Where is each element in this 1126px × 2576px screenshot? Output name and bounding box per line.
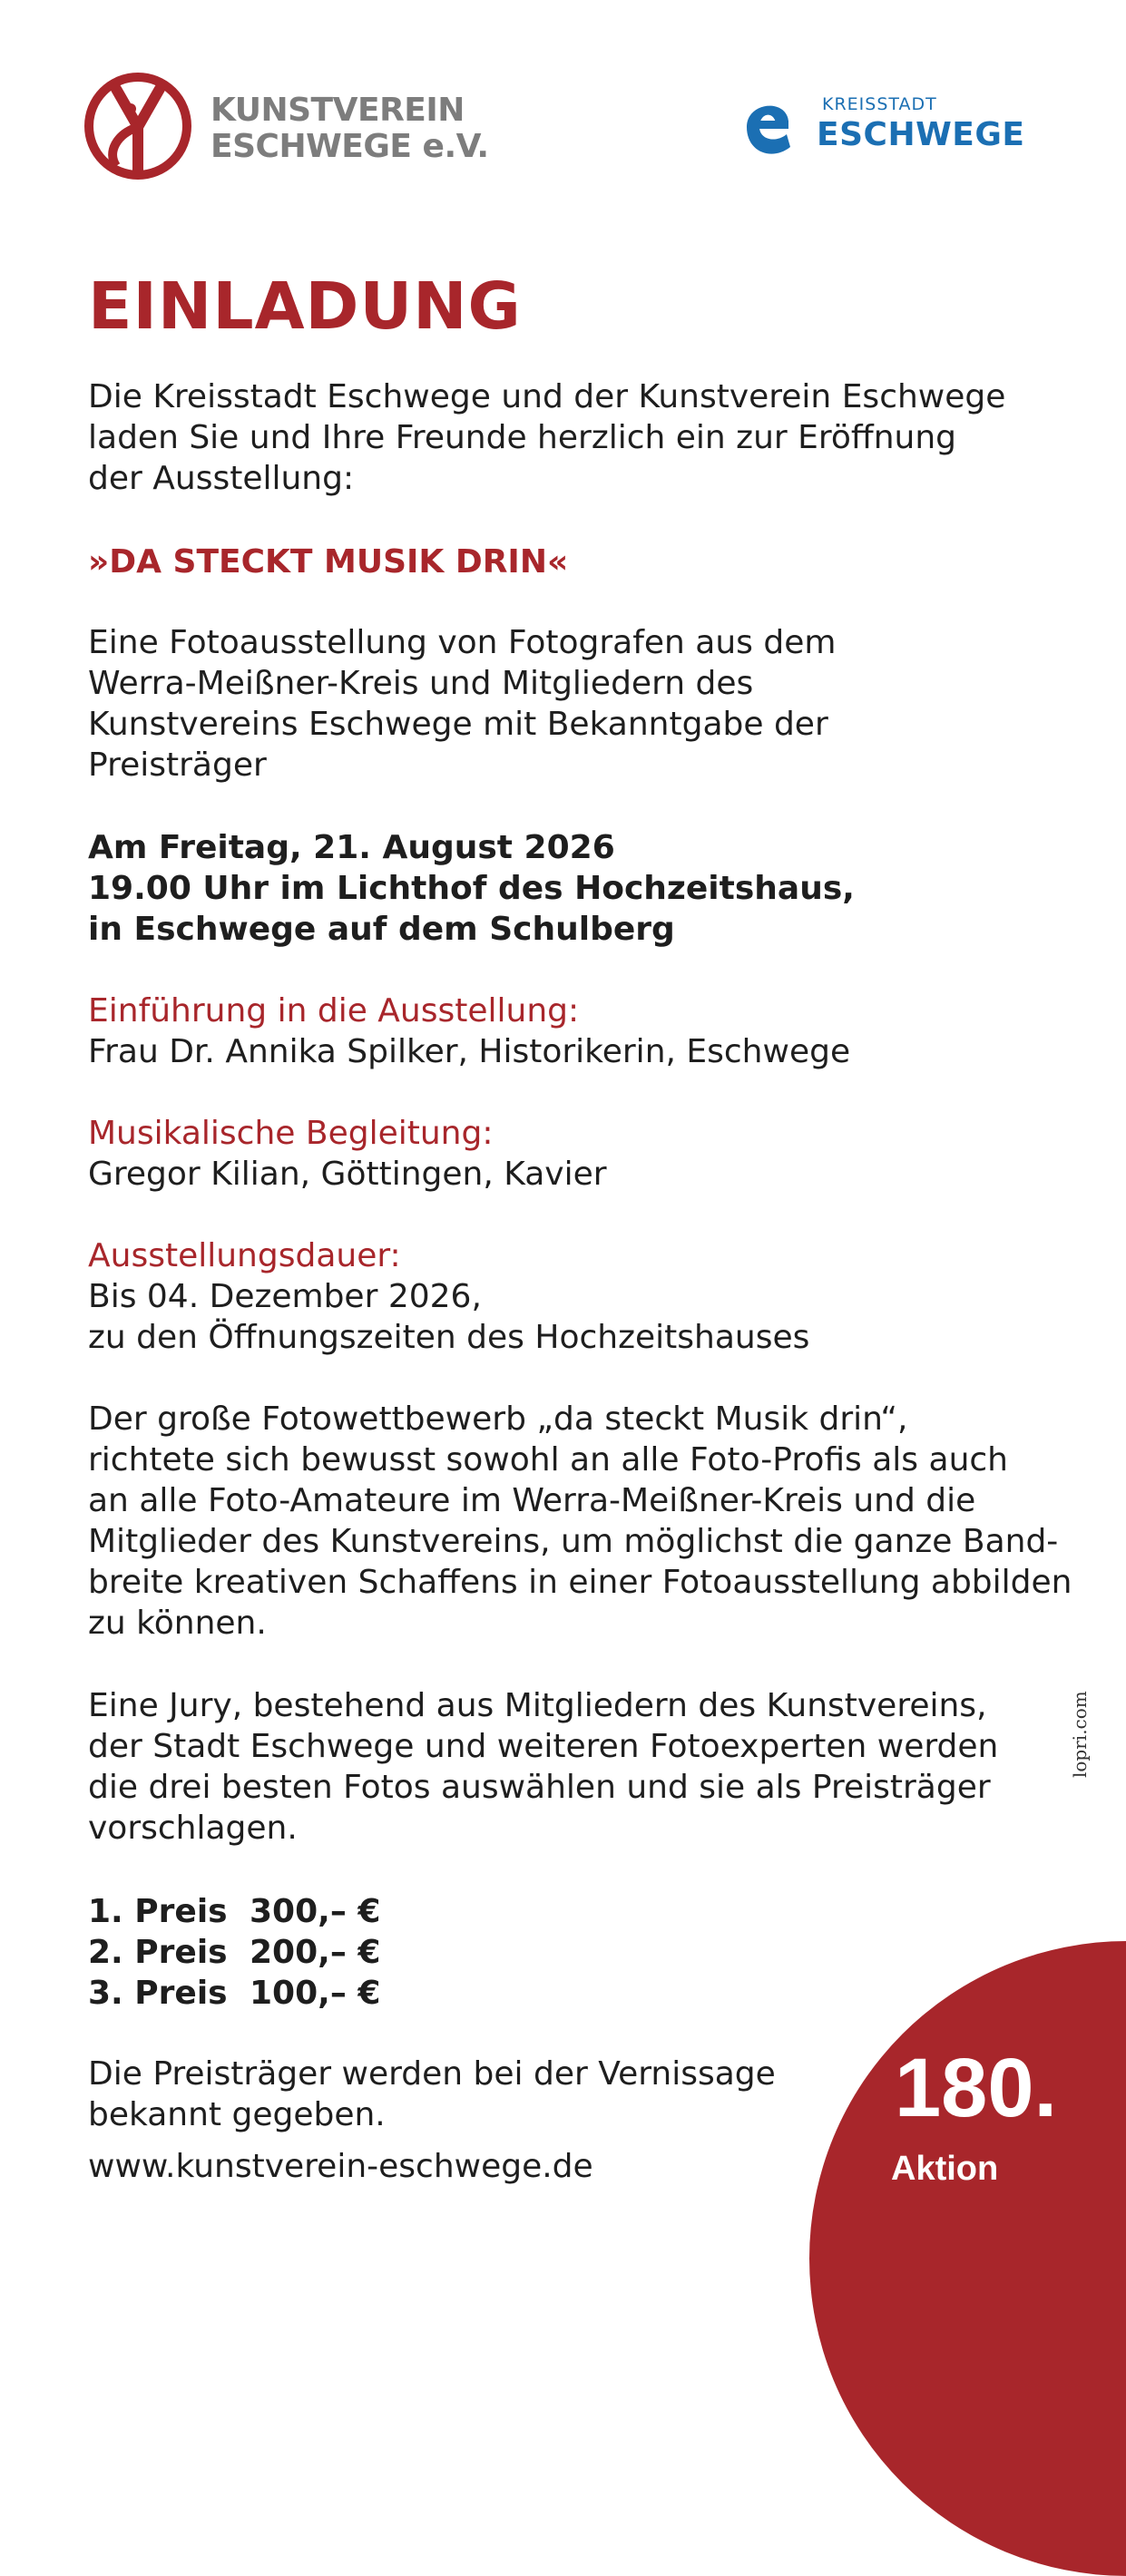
music-label: Musikalische Begleitung: (88, 1115, 494, 1152)
prize-amount: 300,– € (250, 1893, 381, 1930)
exhibition-title: »DA STECKT MUSIK DRIN« (88, 543, 569, 581)
duration-label: Ausstellungsdauer: (88, 1237, 401, 1274)
kreisstadt-logo-small-text: KREISSTADT (822, 94, 937, 114)
event-details: Am Freitag, 21. August 2026 19.00 Uhr im Lichthof des Hochzeitshaus, in Eschwege auf dem Schulberg (88, 829, 855, 948)
kreisstadt-logo-big-text: ESCHWEGE (817, 116, 1025, 153)
prize-label: 1. Preis (88, 1893, 228, 1930)
music-value: Gregor Kilian, Göttingen, Kavier (88, 1156, 607, 1193)
printer-credit: lopri.com (1069, 1691, 1091, 1778)
prize-list (88, 1891, 380, 2014)
prize-row (88, 1891, 380, 1932)
duration-value: Bis 04. Dezember 2026, zu den Öffnungszeiten des Hochzeitshauses (88, 1278, 810, 1356)
kunstverein-logo-text: KUNSTVEREIN ESCHWEGE e.V. (211, 92, 489, 165)
jury-paragraph: Eine Jury, bestehend aus Mitgliedern des Kunstvereins, der Stadt Eschwege und weiteren Fotoexperten werden die drei besten Fotos auswählen und sie als Preisträger vorschlagen. (88, 1687, 999, 1847)
badge-number: 180. (895, 2042, 1058, 2134)
kunstverein-logo-icon (80, 71, 198, 181)
prize-amount: 200,– € (250, 1934, 381, 1971)
prize-row (88, 1932, 380, 1973)
description-paragraph: Eine Fotoausstellung von Fotografen aus dem Werra-Meißner-Kreis und Mitgliedern des Kunstvereins Eschwege mit Bekanntgabe der Preisträger (88, 624, 837, 784)
kreisstadt-logo-icon (739, 91, 794, 158)
prize-amount: 100,– € (250, 1975, 381, 2012)
intro-paragraph: Die Kreisstadt Eschwege und der Kunstverein Eschwege laden Sie und Ihre Freunde herzlich ein zur Eröffnung der Ausstellung: (88, 378, 1006, 497)
prize-label: 3. Preis (88, 1975, 228, 2012)
introduction-label: Einführung in die Ausstellung: (88, 992, 580, 1029)
prize-label: 2. Preis (88, 1934, 228, 1971)
introduction-value: Frau Dr. Annika Spilker, Historikerin, Eschwege (88, 1033, 851, 1070)
page-title: EINLADUNG (88, 268, 522, 344)
announcement-paragraph: Die Preisträger werden bei der Vernissage bekannt gegeben. (88, 2055, 776, 2133)
prize-row (88, 1973, 380, 2014)
badge-label: Aktion (891, 2150, 999, 2188)
aktion-badge (809, 1941, 1126, 2576)
website-link[interactable]: www.kunstverein-eschwege.de (88, 2148, 593, 2185)
contest-paragraph: Der große Fotowettbewerb „da steckt Musik drin“, richtete sich bewusst sowohl an alle Foto-Profis als auch an alle Foto-Amateure im Werra-Meißner-Kreis und die Mitglieder des Kunstvereins, um möglichst die ganze Band- breite kreativen Schaffens in einer Fotoausstellung abbilden zu können. (88, 1400, 1072, 1642)
